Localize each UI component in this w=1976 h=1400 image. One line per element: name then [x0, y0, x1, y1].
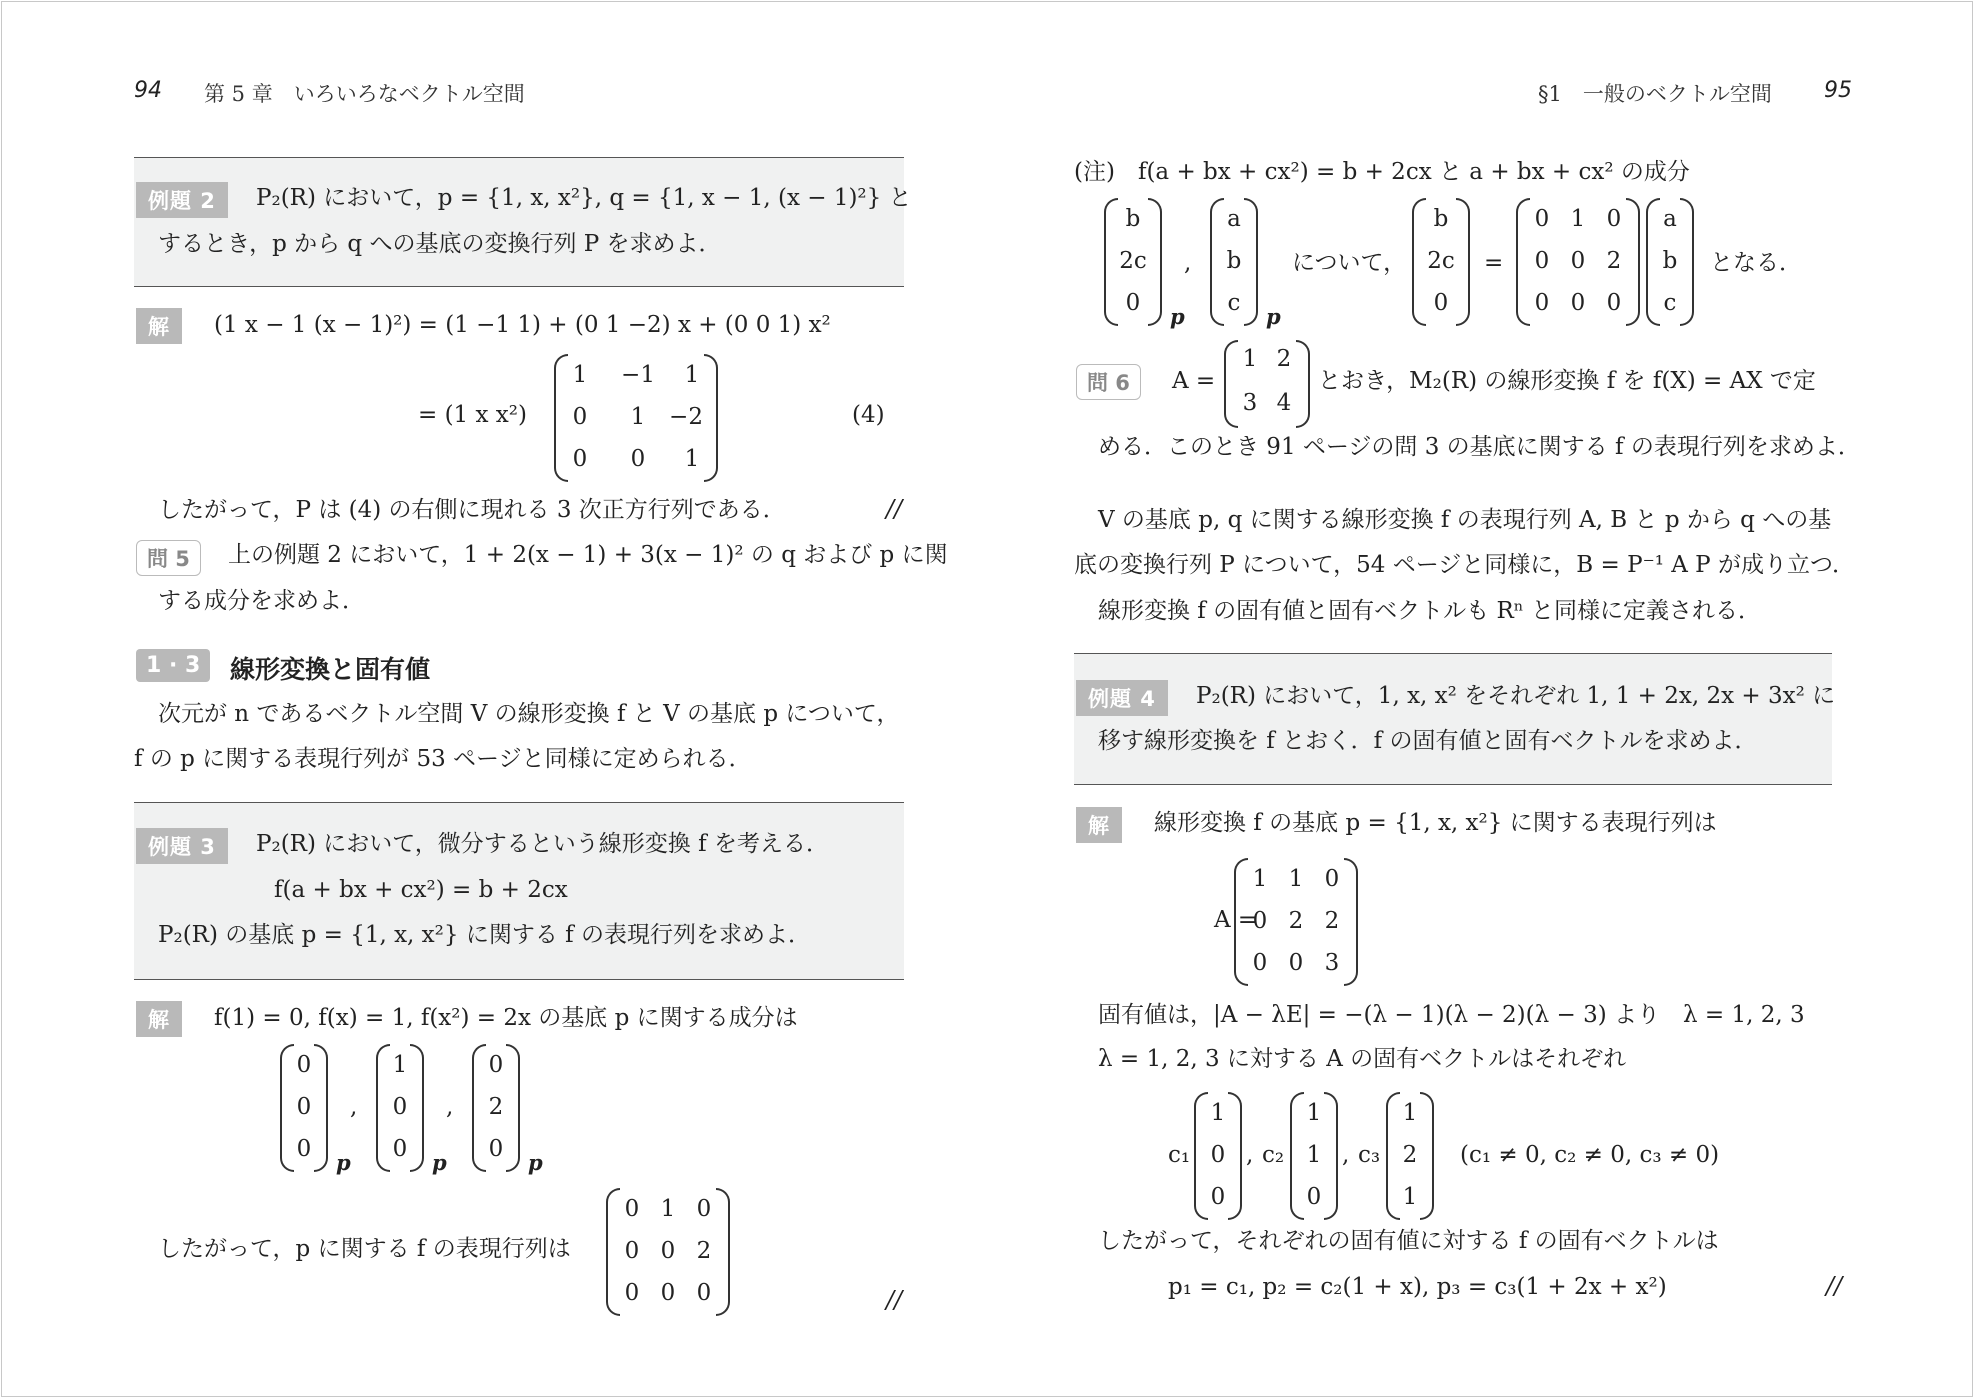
solution-2-line-1: f(1) = 0, f(x) = 1, f(x²) = 2x の基底 p に関する成分は [214, 1005, 798, 1031]
section-title: 線形変換と固有値 [230, 655, 431, 684]
question-5-line-1: 上の例題 2 において，1 + 2(x − 1) + 3(x − 1)² の q および p に関 [228, 542, 948, 568]
note-mid-text: について， [1292, 250, 1407, 276]
eigenvector-1: 1 0 0 [1194, 1092, 1242, 1220]
solution-line-1: 線形変換 f の基底 p = {1, x, x²} に関する表現行列は [1154, 810, 1717, 836]
eigenvector-condition: (c₁ ≠ 0, c₂ ≠ 0, c₃ ≠ 0) [1460, 1142, 1720, 1168]
question-6-label: 問 6 [1076, 364, 1141, 400]
question-6-line-1: とおき，M₂(R) の線形変換 f を f(X) = AX で定 [1318, 368, 1816, 394]
paragraph-line-1: V の基底 p, q に関する線形変換 f の表現行列 A, B と p から q への基 [1098, 507, 1832, 533]
qed-mark-2: // [886, 1286, 903, 1314]
paragraph-line-2: 底の変換行列 P について，54 ページと同様に，B = P⁻¹ A P が成り立つ． [1074, 552, 1856, 578]
example-2-label: 例題 2 [136, 182, 228, 218]
question-6-line-2: める．このとき 91 ページの問 3 の基底に関する f の表現行列を求めよ． [1098, 434, 1861, 460]
book-spread [1, 1, 1973, 1397]
solution-1-line-1: (1 x − 1 (x − 1)²) = (1 −1 1) + (0 1 −2) x + (0 0 1) x² [214, 312, 831, 338]
solution-label-2: 解 [136, 1001, 182, 1037]
solution-matrix: 1 1 0 0 2 2 0 0 3 [1234, 858, 1358, 986]
example-2-box [134, 157, 904, 287]
running-head: 第 5 章 いろいろなベクトル空間 [204, 82, 525, 106]
eigenvalue-line: 固有値は，|A − λE| = −(λ − 1)(λ − 2)(λ − 3) より λ = 1, 2, 3 [1098, 1002, 1805, 1028]
question-5-line-2: する成分を求めよ． [158, 588, 365, 614]
example-4-label: 例題 4 [1076, 680, 1168, 716]
equation-number: (4) [852, 402, 885, 428]
note-vector-3: b 2c 0 [1412, 198, 1470, 326]
note-matrix: 0 1 0 0 0 2 0 0 0 [1516, 198, 1640, 326]
question-6-A: A = [1172, 368, 1216, 394]
note-end: となる． [1710, 250, 1802, 276]
final-line: p₁ = c₁, p₂ = c₂(1 + x), p₃ = c₃(1 + 2x + x²) [1168, 1274, 1667, 1300]
solution-2-conclusion: したがって，p に関する f の表現行列は [158, 1236, 571, 1262]
solution-label: 解 [136, 308, 182, 344]
left-page: 94 第 5 章 いろいろなベクトル空間 例題 2 P₂(R) において，p = {1, x, x²}, q = {1, x − 1, (x − 1)²} と するとき，p から q への基底の変換行列 P を求めよ． 解 (1 x − 1 (x − 1)²) = (1 −1 1) + (0 1 −2) x + (0 0 1) x² = (1 x x²) 1 −1 1 0 1 −2 0 0 1 (4) したがって，P は (4) の右側に現れる 3 次正方行列である． // 問 5 上の例題 2 において，1 + 2(x − 1) + 3(x − 1)² の q および p に関 する成分を求めよ． 1 · 3 線形変換と固有値 次元が n であるベクトル空間 V の線形変換 f と V の基底 p について， f の p に関する表現行列が 53 ページと同様に定められる． 例題 3 P₂(R) において，微分するという線形変換 f を考える． f(a + bx + cx²) = b + 2cx P₂(R) の基底 p = {1, x, x²} に関する f の表現行列を求めよ． 解 f(1) = 0, f(x) = 1, f(x²) = 2x の基底 p に関する成分は 0 0 0 p , 1 0 0 p , 0 2 0 p したがって，p に関する f の表現行列は 0 1 0 0 0 2 0 0 0 // [134, 78, 948, 1314]
section-text-line-1: 次元が n であるベクトル空間 V の線形変換 f と V の基底 p について， [158, 701, 900, 727]
component-vector-2: 1 0 0 [376, 1044, 424, 1172]
qed-mark: // [886, 495, 903, 523]
representation-matrix: 0 1 0 0 0 2 0 0 0 [606, 1188, 730, 1316]
solution-1-conclusion: したがって，P は (4) の右側に現れる 3 次正方行列である． [158, 497, 786, 523]
note-vector-4: a b c [1646, 198, 1694, 326]
question-6-matrix: 1 2 3 4 [1224, 340, 1310, 428]
section-text-line-2: f の p に関する表現行列が 53 ページと同様に定められる． [134, 746, 752, 772]
section-number: 1 · 3 [136, 649, 210, 682]
component-vector-1: 0 0 0 [280, 1044, 328, 1172]
eigenvector-2: 1 1 0 [1290, 1092, 1338, 1220]
note-line: (注) f(a + bx + cx²) = b + 2cx と a + bx + cx² の成分 [1074, 159, 1690, 185]
page-number: 94 [134, 78, 162, 103]
right-page: §1 一般のベクトル空間 95 (注) f(a + bx + cx²) = b + 2cx と a + bx + cx² の成分 b 2c 0 p , a b c p について， b 2c 0 = 0 1 0 0 0 2 0 0 0 a b c となる． 問 6 A = 1 2 3 4 とおき，M₂(R) の線形変換 f を f(X) = AX で定 める．このとき 91 ページの問 3 の基底に関する f の表現行列を求めよ． V の基底 p, q に関する線形変換 f の表現行列 A, B と p から q への基 底の変換行列 P について，54 ページと同様に，B = P⁻¹ A P が成り立つ． 線形変換 f の固有値と固有ベクトルも Rⁿ と同様に定義される． 例題 4 P₂(R) において，1, x, x² をそれぞれ 1, 1 + 2x, 2x + 3x² に 移す線形変換を f とおく．f の固有値と固有ベクトルを求めよ． 解 線形変換 f の基底 p = {1, x, x²} に関する表現行列は A = 1 1 0 0 2 2 0 0 3 固有値は，|A − λE| = −(λ − 1)(λ − 2)(λ − 3) より λ = 1, 2, 3 λ = 1, 2, 3 に対する A の固有ベクトルはそれぞれ c₁ 1 0 0 , c₂ 1 1 0 , c₃ 1 2 1 (c₁ ≠ 0, c₂ ≠ 0, c₃ ≠ 0) したがって，それぞれの固有値に対する f の固有ベクトルは p₁ = c₁, p₂ = c₂(1 + x), p₃ = c₃(1 + 2x + x²) // [1074, 78, 1861, 1300]
qed-mark-right: // [1826, 1272, 1843, 1300]
eigenvector-3: 1 2 1 [1386, 1092, 1434, 1220]
solution-1-equation: = (1 x x²) [418, 402, 527, 428]
example-4-line-1: P₂(R) において，1, x, x² をそれぞれ 1, 1 + 2x, 2x + 3x² に [1196, 683, 1836, 709]
conclusion-line: したがって，それぞれの固有値に対する f の固有ベクトルは [1098, 1228, 1719, 1254]
running-head-right: §1 一般のベクトル空間 [1538, 82, 1772, 106]
example-3-line-2: f(a + bx + cx²) = b + 2cx [274, 877, 568, 903]
example-2-line-1: P₂(R) において，p = {1, x, x²}, q = {1, x − 1, (x − 1)²} と [256, 185, 912, 211]
solution-label-right: 解 [1076, 807, 1122, 843]
eigenvector-line: λ = 1, 2, 3 に対する A の固有ベクトルはそれぞれ [1098, 1046, 1627, 1072]
example-3-line-3: P₂(R) の基底 p = {1, x, x²} に関する f の表現行列を求めよ． [158, 922, 811, 948]
page-number-right: 95 [1824, 78, 1852, 103]
example-3-label: 例題 3 [136, 828, 228, 864]
paragraph-line-3: 線形変換 f の固有値と固有ベクトルも Rⁿ と同様に定義される． [1098, 598, 1762, 624]
component-vector-3: 0 2 0 [472, 1044, 520, 1172]
note-vector-1: b 2c 0 [1104, 198, 1162, 326]
example-3-line-1: P₂(R) において，微分するという線形変換 f を考える． [256, 831, 829, 857]
note-vector-2: a b c [1210, 198, 1258, 326]
example-2-line-2: するとき，p から q への基底の変換行列 P を求めよ． [158, 231, 722, 257]
transition-matrix: 1 −1 1 0 1 −2 0 0 1 [554, 354, 718, 482]
example-4-line-2: 移す線形変換を f とおく．f の固有値と固有ベクトルを求めよ． [1098, 728, 1758, 754]
example-4-box [1074, 653, 1832, 785]
solution-A: A = [1214, 907, 1258, 933]
question-5-label: 問 5 [136, 540, 201, 576]
